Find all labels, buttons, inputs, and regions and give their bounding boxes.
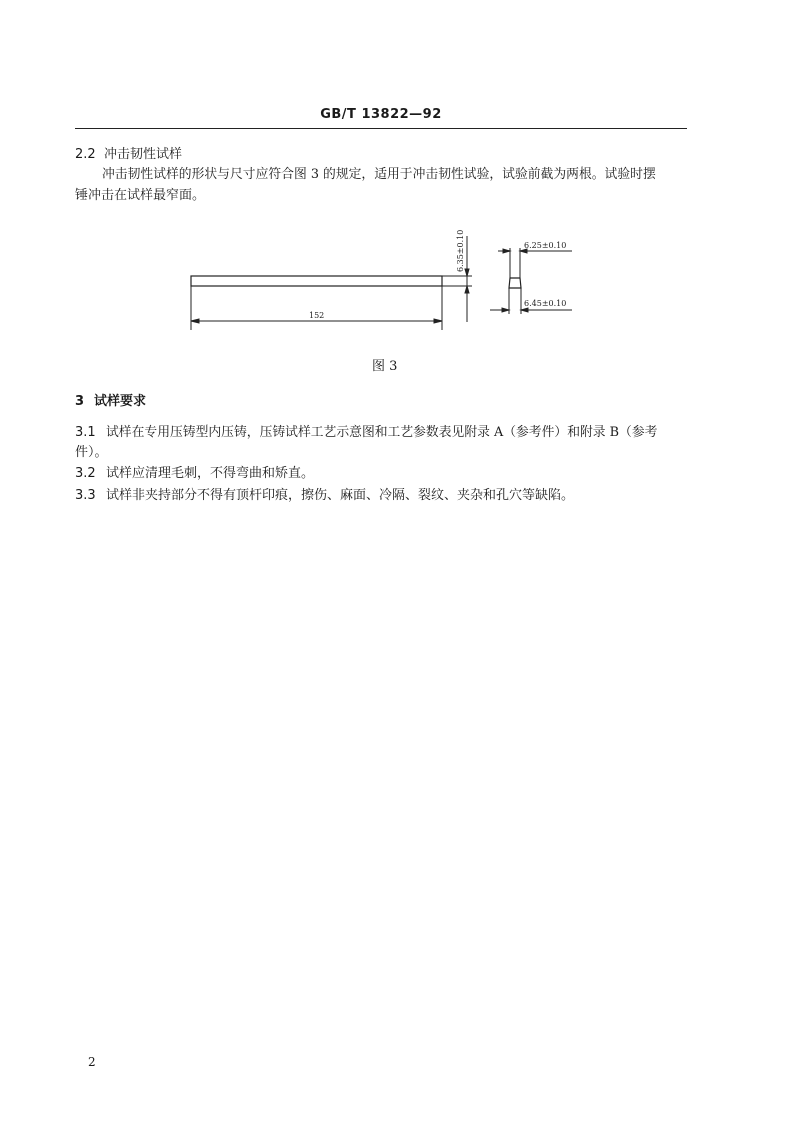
section-2-2-line2: 锤冲击在试样最窄面。 — [75, 188, 206, 203]
dim-top-width-label: 6.25±0.10 — [524, 241, 567, 250]
figure-3-drawing — [180, 218, 600, 338]
section-3-title: 试样要求 — [94, 394, 147, 409]
item-3-2-text: 试样应清理毛刺，不得弯曲和矫直。 — [106, 466, 315, 481]
arrow-section-bottom-right — [521, 308, 528, 312]
arrow-section-bottom-left — [502, 308, 509, 312]
figure-3-caption: 图 3 — [372, 359, 398, 374]
dim-height-label: 6.35±0.10 — [456, 229, 465, 272]
arrow-left — [191, 319, 199, 323]
item-3-1-line2: 件）。 — [75, 445, 108, 460]
section-2-2-title: 冲击韧性试样 — [104, 147, 183, 162]
page-header — [75, 104, 687, 129]
dim-length-label: 152 — [309, 311, 325, 320]
arrow-top — [465, 269, 469, 276]
section-2-2-line1: 冲击韧性试样的形状与尺寸应符合图 3 的规定，适用于冲击韧性试验，试验前截为两根。试验时摆 — [102, 167, 656, 182]
arrow-right — [434, 319, 442, 323]
section-3-number: 3 — [75, 394, 85, 409]
item-3-2-number: 3.2 — [75, 466, 96, 481]
item-3-1-number: 3.1 — [75, 425, 96, 440]
standard-code: GB/T 13822—92 — [320, 107, 442, 122]
item-3-3-number: 3.3 — [75, 488, 96, 503]
arrow-bottom — [465, 286, 469, 293]
item-3-3-text: 试样非夹持部分不得有顶杆印痕，擦伤、麻面、冷隔、裂纹、夹杂和孔穴等缺陷。 — [106, 488, 575, 503]
section-2-2-number: 2.2 — [75, 147, 96, 162]
specimen-bar — [191, 276, 442, 286]
dim-bottom-width-label: 6.45±0.10 — [524, 299, 567, 308]
page-number: 2 — [88, 1055, 96, 1069]
item-3-1-line1: 试样在专用压铸型内压铸，压铸试样工艺示意图和工艺参数表见附录 A（参考件）和附录 B（参考 — [106, 425, 658, 440]
cross-section — [509, 278, 521, 288]
